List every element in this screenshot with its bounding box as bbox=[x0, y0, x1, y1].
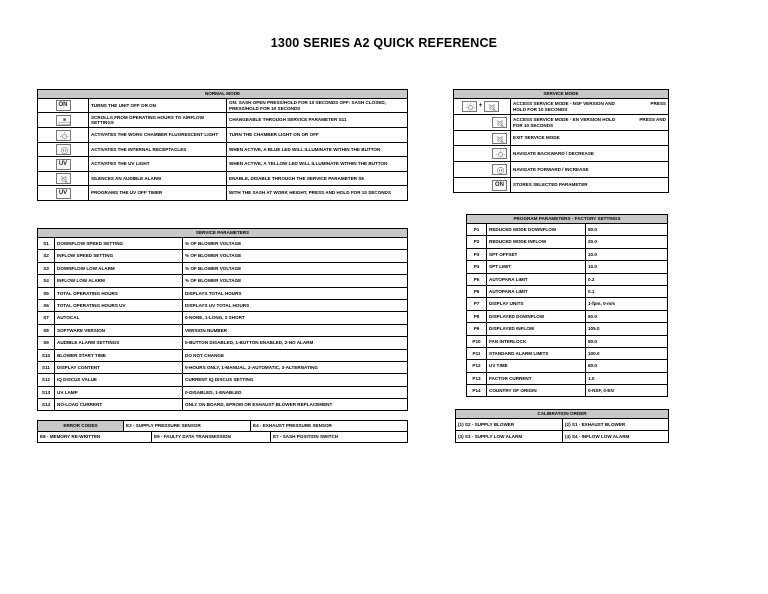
program-parameter-code: P6 bbox=[467, 285, 487, 297]
normal-mode-desc: ACTIVATES THE INTERNAL RECEPTACLES bbox=[89, 143, 227, 157]
program-parameter-value: 10.0 bbox=[586, 261, 668, 273]
service-mode-desc: NAVIGATE BACKWARD / DECREASE bbox=[513, 150, 594, 156]
calibration-step: (2) S1 - EXHAUST BLOWER bbox=[563, 419, 669, 431]
program-parameter-name: DISPLAYED DOWNFLOW bbox=[487, 310, 586, 322]
program-parameter-code: P9 bbox=[467, 323, 487, 335]
normal-mode-desc: ACTIVATES THE UV LIGHT bbox=[89, 157, 227, 172]
calibration-step: (4) S4 - INFLOW LOW ALARM bbox=[563, 431, 669, 443]
program-parameter-name: REDUCED MODE DOWNFLOW bbox=[487, 224, 586, 236]
program-parameter-row bbox=[467, 224, 668, 236]
program-parameter-code: P12 bbox=[467, 360, 487, 372]
program-parameter-name: SPT LIMIT bbox=[487, 261, 586, 273]
service-parameter-name: AUTOCAL bbox=[55, 312, 183, 324]
normal-mode-row bbox=[38, 172, 408, 186]
normal-mode-row bbox=[38, 113, 408, 128]
service-parameter-code: S13 bbox=[38, 386, 55, 398]
program-parameter-code: P7 bbox=[467, 298, 487, 310]
service-parameter-value: VERSION NUMBER bbox=[183, 324, 408, 336]
plus-sign: + bbox=[478, 103, 483, 110]
program-parameter-row bbox=[467, 372, 668, 384]
service-parameter-value: DO NOT CHANGE bbox=[183, 349, 408, 361]
outlet-button-icon bbox=[492, 164, 507, 175]
service-parameter-row bbox=[38, 324, 408, 336]
program-parameter-code: P10 bbox=[467, 335, 487, 347]
service-parameter-name: BLOWER START TIME bbox=[55, 349, 183, 361]
service-mode-row bbox=[454, 178, 669, 193]
program-parameter-row bbox=[467, 285, 668, 297]
service-mode-row bbox=[454, 115, 669, 131]
calibration-row bbox=[456, 419, 669, 431]
service-parameter-row bbox=[38, 299, 408, 311]
service-parameter-row bbox=[38, 287, 408, 299]
program-parameter-name: DISPLAY UNITS bbox=[487, 298, 586, 310]
program-parameter-code: P1 bbox=[467, 224, 487, 236]
normal-mode-table bbox=[37, 89, 408, 201]
service-parameter-row bbox=[38, 337, 408, 349]
service-parameter-value: 0-BUTTON DISABLED, 1-BUTTON ENABLED, 2-NO ALARM bbox=[183, 337, 408, 349]
program-parameter-row bbox=[467, 310, 668, 322]
service-parameter-code: S8 bbox=[38, 324, 55, 336]
service-parameter-code: S12 bbox=[38, 374, 55, 386]
service-parameter-code: S4 bbox=[38, 275, 55, 287]
service-parameter-value: % OF BLOWER VOLTAGE bbox=[183, 262, 408, 274]
program-parameter-value: 10.0 bbox=[586, 248, 668, 260]
service-mode-row bbox=[454, 146, 669, 162]
program-parameter-row bbox=[467, 347, 668, 359]
normal-mode-note: ENABLE, DISABLE THROUGH THE SERVICE PARAMETER S9 bbox=[227, 172, 408, 186]
program-parameter-row bbox=[467, 261, 668, 273]
program-parameter-code: P4 bbox=[467, 261, 487, 273]
service-parameter-code: S6 bbox=[38, 299, 55, 311]
program-parameter-row bbox=[467, 248, 668, 260]
program-parameter-name: AUTOPARA LIMIT bbox=[487, 285, 586, 297]
calibration-order-table bbox=[455, 409, 669, 443]
service-mode-desc: EXIT SERVICE MODE bbox=[513, 135, 560, 141]
normal-mode-desc: SCROLLS FROM OPERATING HOURS TO AIRFLOW SETTINGS bbox=[89, 113, 227, 128]
service-mode-row bbox=[454, 131, 669, 146]
error-code-e3: E3 - SUPPLY PRESSURE SENSOR bbox=[124, 421, 251, 432]
service-parameter-name: UV LAMP bbox=[55, 386, 183, 398]
program-parameter-value: 50.0 bbox=[586, 335, 668, 347]
service-mode-desc: ACCESS SERVICE MODE - NSF VERSION AND HOLD FOR 10 SECONDS bbox=[513, 101, 615, 112]
service-parameter-name: SOFTWARE VERSION bbox=[55, 324, 183, 336]
normal-mode-note: CHANGEABLE THROUGH SERVICE PARAMETER S11 bbox=[227, 113, 408, 128]
service-parameter-name: DOWNFLOW SPEED SETTING bbox=[55, 238, 183, 250]
normal-mode-desc: ACTIVATES THE WORK CHAMBER FLUORESCENT LIGHT bbox=[89, 128, 227, 143]
normal-mode-row bbox=[38, 143, 408, 157]
program-parameter-name: FAN INTERLOCK bbox=[487, 335, 586, 347]
program-parameter-row bbox=[467, 273, 668, 285]
service-mode-header: SERVICE MODE bbox=[454, 90, 669, 99]
mute-button-icon bbox=[56, 173, 71, 184]
program-parameter-name: AUTOPARA LIMIT bbox=[487, 273, 586, 285]
light-button-icon bbox=[56, 130, 71, 141]
service-parameter-row bbox=[38, 374, 408, 386]
program-parameter-name: REDUCED MODE INFLOW bbox=[487, 236, 586, 248]
calibration-step: (1) S2 - SUPPLY BLOWER bbox=[456, 419, 563, 431]
program-parameters-table bbox=[466, 214, 668, 397]
program-parameter-code: P8 bbox=[467, 310, 487, 322]
light-button-icon bbox=[492, 148, 507, 159]
service-parameter-row bbox=[38, 361, 408, 373]
program-parameter-name: SPT OFFSET bbox=[487, 248, 586, 260]
calibration-order-header: CALIBRATION ORDER bbox=[456, 410, 669, 419]
service-mode-extra: PRESS bbox=[650, 101, 666, 106]
service-parameter-code: S2 bbox=[38, 250, 55, 262]
normal-mode-header: NORMAL MODE bbox=[38, 90, 408, 99]
program-parameter-row bbox=[467, 335, 668, 347]
normal-mode-note: WITH THE SASH AT WORK HEIGHT, PRESS AND HOLD FOR 10 SECONDS bbox=[227, 186, 408, 201]
service-mode-desc: NAVIGATE FORWARD / INCREASE bbox=[513, 166, 589, 172]
program-parameter-value: 50.0 bbox=[586, 224, 668, 236]
service-parameter-code: S10 bbox=[38, 349, 55, 361]
normal-mode-desc: PROGRAMS THE UV OFF TIMER bbox=[89, 186, 227, 201]
program-parameter-code: P11 bbox=[467, 347, 487, 359]
error-code-e4: E4 - EXHAUST PRESSURE SENSOR bbox=[251, 421, 408, 432]
normal-mode-row bbox=[38, 99, 408, 113]
service-parameter-row bbox=[38, 312, 408, 324]
uv-button-icon: UV bbox=[56, 159, 71, 170]
service-parameter-row bbox=[38, 349, 408, 361]
service-mode-extra: PRESS AND bbox=[639, 117, 666, 122]
service-parameter-row bbox=[38, 250, 408, 262]
svg-text:≡: ≡ bbox=[62, 116, 66, 122]
error-codes-table bbox=[37, 420, 408, 443]
service-parameter-value: 0-DISABLED, 1-ENABLED bbox=[183, 386, 408, 398]
mute-button-icon bbox=[484, 101, 499, 112]
service-mode-desc: STORES SELECTED PARAMETER bbox=[513, 182, 588, 188]
normal-mode-row bbox=[38, 157, 408, 172]
program-parameter-row bbox=[467, 236, 668, 248]
normal-mode-note: ON: SASH OPEN PRESS/HOLD FOR 10 SECONDS OFF: SASH CLOSED, PRESS/HOLD FOR 10 SECONDS bbox=[227, 99, 408, 113]
calibration-step: (3) S3 - SUPPLY LOW ALARM bbox=[456, 431, 563, 443]
mute-button-icon bbox=[492, 133, 507, 144]
program-parameter-value: 1-fpm, 0-m/s bbox=[586, 298, 668, 310]
service-parameter-value: CURRENT IQ DISCUS SETTING bbox=[183, 374, 408, 386]
error-code-e9: E9 - FAULTY DATA TRANSMISSION bbox=[152, 432, 271, 443]
error-code-e7: E7 - SASH POSITION SWITCH bbox=[271, 432, 408, 443]
mute-button-icon bbox=[492, 117, 507, 128]
service-parameter-name: TOTAL OPERATING HOURS bbox=[55, 287, 183, 299]
service-parameter-code: S1 bbox=[38, 238, 55, 250]
service-parameter-value: % OF BLOWER VOLTAGE bbox=[183, 238, 408, 250]
service-mode-row bbox=[454, 99, 669, 115]
error-codes-header: ERROR CODES bbox=[38, 421, 124, 432]
program-parameter-row bbox=[467, 360, 668, 372]
program-parameter-value: 60.0 bbox=[586, 310, 668, 322]
program-parameter-code: P3 bbox=[467, 248, 487, 260]
program-parameter-row bbox=[467, 298, 668, 310]
service-parameter-code: S14 bbox=[38, 399, 55, 411]
service-parameter-code: S11 bbox=[38, 361, 55, 373]
program-parameter-code: P2 bbox=[467, 236, 487, 248]
service-parameter-value: % OF BLOWER VOLTAGE bbox=[183, 275, 408, 287]
program-parameter-value: 1.0 bbox=[586, 372, 668, 384]
program-parameter-value: 0.1 bbox=[586, 285, 668, 297]
service-parameters-table bbox=[37, 228, 408, 411]
program-parameter-row bbox=[467, 385, 668, 397]
program-parameter-code: P5 bbox=[467, 273, 487, 285]
program-parameter-value: 0.2 bbox=[586, 273, 668, 285]
program-parameter-value: 0-NSF, 0-EN bbox=[586, 385, 668, 397]
service-parameter-value: 0-HOURS ONLY, 1-MANUAL, 2-AUTOMATIC, 3-ALTERNATING bbox=[183, 361, 408, 373]
normal-mode-desc: SILENCES AN AUDIBLE ALARM bbox=[89, 172, 227, 186]
program-parameters-header: PROGRAM PARAMETERS - FACTORY SETTINGS bbox=[467, 215, 668, 224]
light-button-icon bbox=[462, 101, 477, 112]
service-parameters-header: SERVICE PARAMETERS bbox=[38, 229, 408, 238]
service-parameter-name: INFLOW LOW ALARM bbox=[55, 275, 183, 287]
service-parameter-code: S9 bbox=[38, 337, 55, 349]
program-parameter-row bbox=[467, 323, 668, 335]
service-parameter-name: TOTAL OPERATING HOURS UV bbox=[55, 299, 183, 311]
program-parameter-value: 100.0 bbox=[586, 347, 668, 359]
service-parameter-row bbox=[38, 262, 408, 274]
service-parameter-value: % OF BLOWER VOLTAGE bbox=[183, 250, 408, 262]
service-parameter-row bbox=[38, 399, 408, 411]
service-parameter-code: S5 bbox=[38, 287, 55, 299]
program-parameter-value: 60.0 bbox=[586, 360, 668, 372]
normal-mode-row bbox=[38, 186, 408, 201]
service-mode-table bbox=[453, 89, 669, 193]
normal-mode-row bbox=[38, 128, 408, 143]
normal-mode-desc: TURNS THE UNIT OFF OR ON bbox=[89, 99, 227, 113]
service-parameter-value: DISPLAYS UV TOTAL HOURS bbox=[183, 299, 408, 311]
service-parameter-row bbox=[38, 238, 408, 250]
service-parameter-value: 0-NONE, 1-LONG, 2 SHORT bbox=[183, 312, 408, 324]
normal-mode-note: WHEN ACTIVE, A YELLOW LED WILL ILLUMINATE WITHIN THE BUTTON bbox=[227, 157, 408, 172]
info-button-icon bbox=[56, 115, 71, 126]
program-parameter-name: FACTOR CURRENT bbox=[487, 372, 586, 384]
service-parameter-name: INFLOW SPEED SETTING bbox=[55, 250, 183, 262]
normal-mode-note: WHEN ACTIVE, A BLUE LED WILL ILLUMINATE WITHIN THE BUTTON bbox=[227, 143, 408, 157]
program-parameter-name: STANDARD ALARM LIMITS bbox=[487, 347, 586, 359]
program-parameter-code: P13 bbox=[467, 372, 487, 384]
uv-timer-button-icon: UV bbox=[56, 188, 71, 199]
program-parameter-name: COUNTRY OF ORIGIN bbox=[487, 385, 586, 397]
page-title: 1300 SERIES A2 QUICK REFERENCE bbox=[270, 36, 498, 50]
power-button-icon: ON bbox=[56, 100, 71, 111]
outlet-button-icon bbox=[56, 144, 71, 155]
error-code-e8: E8 - MEMORY RE-WRITTEN bbox=[38, 432, 152, 443]
service-parameter-name: DISPLAY CONTENT bbox=[55, 361, 183, 373]
service-parameter-name: IQ DISCUS VALUE bbox=[55, 374, 183, 386]
service-parameter-value: ONLY ON BOARD, EPROM OR EXHAUST BLOWER REPLACEMENT bbox=[183, 399, 408, 411]
power-button-icon: ON bbox=[492, 180, 507, 191]
program-parameter-code: P14 bbox=[467, 385, 487, 397]
service-mode-row bbox=[454, 162, 669, 178]
service-parameter-row bbox=[38, 386, 408, 398]
service-parameter-row bbox=[38, 275, 408, 287]
program-parameter-name: UV TIME bbox=[487, 360, 586, 372]
program-parameter-name: DISPLAYED INFLOW bbox=[487, 323, 586, 335]
normal-mode-note: TURN THE CHAMBER LIGHT ON OR OFF bbox=[227, 128, 408, 143]
calibration-row bbox=[456, 431, 669, 443]
service-parameter-code: S3 bbox=[38, 262, 55, 274]
service-mode-desc: ACCESS SERVICE MODE - EN VERSION HOLD FOR 10 SECONDS bbox=[513, 117, 616, 128]
service-parameter-name: DOWNFLOW LOW ALARM bbox=[55, 262, 183, 274]
program-parameter-value: 105.0 bbox=[586, 323, 668, 335]
service-parameter-value: DISPLAYS TOTAL HOURS bbox=[183, 287, 408, 299]
service-parameter-name: NO-LOAD CURRENT bbox=[55, 399, 183, 411]
service-parameter-name: AUDIBLE ALARM SETTINGS bbox=[55, 337, 183, 349]
service-parameter-code: S7 bbox=[38, 312, 55, 324]
program-parameter-value: 20.0 bbox=[586, 236, 668, 248]
